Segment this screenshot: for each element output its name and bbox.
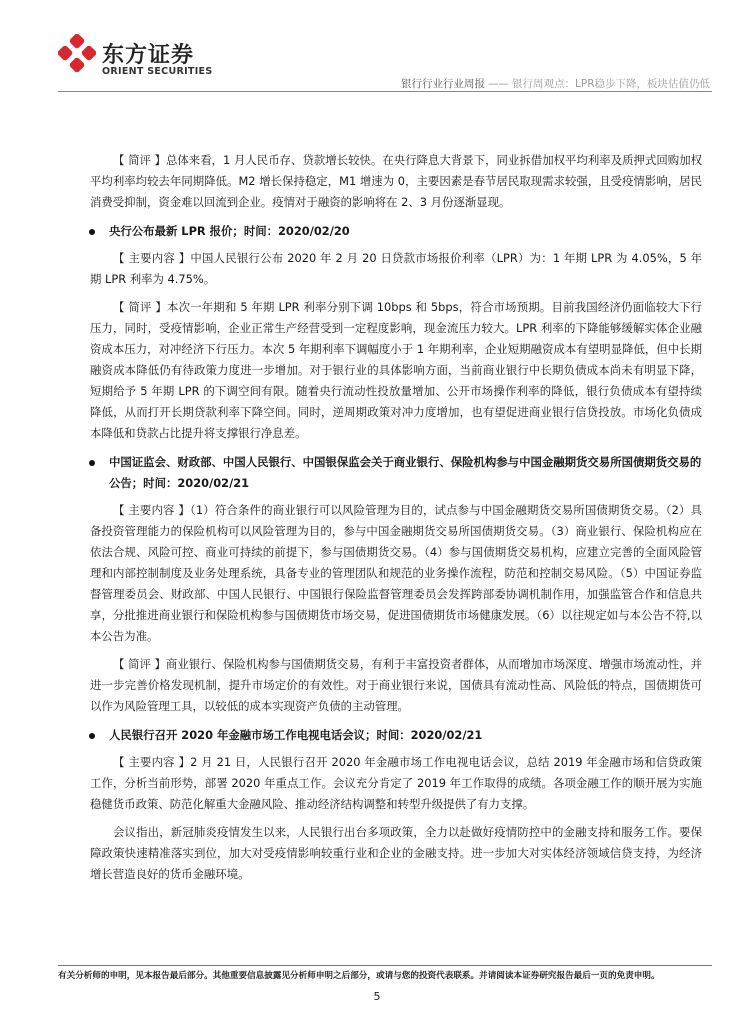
paragraph-text: 会议指出，新冠肺炎疫情发生以来，人民银行出台多项政策，全力以赴做好疫情防控中的金融支持和服务工作。要保障政策快速精准落实到位，加大对受疫情影响较重行业和企业的金融支持。进一步加大对实体经济领域信贷支持，为经济增长营造良好的货币金融环境。 bbox=[90, 825, 702, 881]
paragraph bbox=[90, 150, 702, 213]
brand-name-cn: 东方证券 bbox=[102, 43, 195, 68]
paragraph-tag: 【 主要内容 】 bbox=[113, 755, 191, 769]
paragraph-text: 总体来看，1 月人民币存、贷款增长较快。在央行降息大背景下，同业拆借加权平均利率及质押式回购加权平均利率均较去年同期降低。M2 增长保持稳定，M1 增速为 0，主要因素是春节居民取现需求较强，且受疫情影响，居民消费受抑制，资金难以回流到企业。疫情对于融资的影响将在 2、3 月份逐渐显现。 bbox=[90, 153, 702, 209]
news-headline bbox=[90, 452, 702, 494]
headline-title: 央行公布最新 LPR 报价；时间： bbox=[109, 224, 278, 238]
brand-logo bbox=[58, 34, 228, 80]
news-headline bbox=[90, 221, 702, 242]
paragraph-text: 中国人民银行公布 2020 年 2 月 20 日贷款市场报价利率（LPR）为：1 年期 LPR 为 4.05%，5 年期 LPR 利率为 4.75%。 bbox=[90, 251, 702, 286]
report-header bbox=[401, 76, 710, 91]
paragraph-text: （1）符合条件的商业银行可以风险管理为目的，试点参与中国金融期货交易所国债期货交易。（2）具备投资管理能力的保险机构可以风险管理为目的，参与中国金融期货交易所国债期货交易。（3）商业银行、保险机构应在依法合规、风险可控、商业可持续的前提下，参与国债期货交易。（4）参与国债期货交易机构，应建立完善的全面风险管理和内部控制制度及业务处理系统，具备专业的管理团队和规范的业务操作流程，防范和控制交易风险。（5）中国证券监督管理委员会、财政部、中国人民银行、中国银行保险监督管理委员会发挥跨部委协调机制作用，加强监管合作和信息共享，分批推进商业银行和保险机构参与国债期货市场交易，促进国债期货市场健康发展。（6）以往规定如与本公告不符,以本公告为准。 bbox=[90, 503, 702, 643]
paragraph-tag: 【 简评 】 bbox=[113, 153, 166, 167]
footer-disclaimer: 有关分析师的申明，见本报告最后部分。其他重要信息披露见分析师申明之后部分，或请与您的投资代表联系。并请阅读本证券研究报告最后一页的免责申明。 bbox=[58, 971, 660, 981]
page-number: 5 bbox=[373, 990, 381, 1003]
paragraph-text: 2 月 21 日，人民银行召开 2020 年金融市场工作电视电话会议，总结 2019 年金融市场和信贷政策工作，分析当前形势，部署 2020 年重点工作。会议充分肯定了 2019 年工作取得的成绩。各项金融工作的顺开展为实施稳健货币政策、防范化解重大金融风险、推动经济结构调整和转型升级提供了有力支撑。 bbox=[90, 755, 702, 811]
paragraph bbox=[90, 297, 702, 444]
paragraph-text: 本次一年期和 5 年期 LPR 利率分别下调 10bps 和 5bps，符合市场预期。目前我国经济仍面临较大下行压力，同时，受疫情影响，企业正常生产经营受到一定程度影响，现金流压力较大。LPR 利率的下降能够缓解实体企业融资成本压力，对冲经济下行压力。本次 5 年期利率下调幅度小于 1 年期利率，企业短期融资成本有望明显降低，但中长期融资成本降低仍有待政策力度进一步增加。对于银行业的具体影响方面，当前商业银行中长期负债成本尚未有明显下降，短期给予 5 年期 LPR 的下调空间有限。随着央行流动性投放量增加、公开市场操作利率的降低，银行负债成本有望持续降低，从而打开长期贷款利率下降空间。同时，逆周期政策对冲力度增加，也有望促进商业银行信贷投放。市场化负债成本降低和贷款占比提升将支撑银行净息差。 bbox=[90, 300, 702, 440]
paragraph-text: 商业银行、保险机构参与国债期货交易，有利于丰富投资者群体，从而增加市场深度、增强市场流动性，并进一步完善价格发现机制，提升市场定价的有效性。对于商业银行来说，国债具有流动性高、风险低的特点，国债期货可以作为风险管理工具，以较低的成本实现资产负债的主动管理。 bbox=[90, 657, 702, 713]
headline-time: 2020/02/21 bbox=[177, 476, 250, 490]
bullet-icon bbox=[89, 229, 95, 235]
paragraph bbox=[90, 500, 702, 647]
paragraph-tag: 【 简评 】 bbox=[113, 300, 168, 314]
report-body bbox=[90, 150, 702, 892]
headline-title: 中国证监会、财政部、中国人民银行、中国银保监会关于商业银行、保险机构参与中国金融期货交易所国债期货交易的公告；时间： bbox=[109, 455, 702, 490]
header-divider bbox=[58, 91, 712, 92]
orient-securities-logo-icon bbox=[58, 34, 96, 72]
bullet-icon bbox=[89, 733, 95, 739]
paragraph-tag: 【 简评 】 bbox=[113, 657, 166, 671]
brand-name-en: ORIENT SECURITIES bbox=[102, 66, 213, 77]
paragraph bbox=[90, 822, 702, 885]
paragraph-tag: 【 主要内容 】 bbox=[113, 251, 191, 265]
paragraph bbox=[90, 752, 702, 815]
headline-time: 2020/02/20 bbox=[278, 224, 350, 238]
paragraph bbox=[90, 654, 702, 717]
news-headline bbox=[90, 725, 702, 746]
headline-title: 人民银行召开 2020 年金融市场工作电视电话会议；时间： bbox=[109, 728, 411, 742]
paragraph bbox=[90, 248, 702, 290]
bullet-icon bbox=[89, 460, 95, 466]
header-separator: —— bbox=[488, 78, 510, 90]
headline-time: 2020/02/21 bbox=[410, 728, 483, 742]
footer-divider bbox=[58, 965, 712, 966]
paragraph-tag: 【 主要内容 】 bbox=[113, 503, 190, 517]
report-subtitle: 银行周观点：LPR稳步下降，板块估值仍低 bbox=[512, 78, 710, 90]
report-type: 银行行业行业周报 bbox=[401, 78, 486, 90]
